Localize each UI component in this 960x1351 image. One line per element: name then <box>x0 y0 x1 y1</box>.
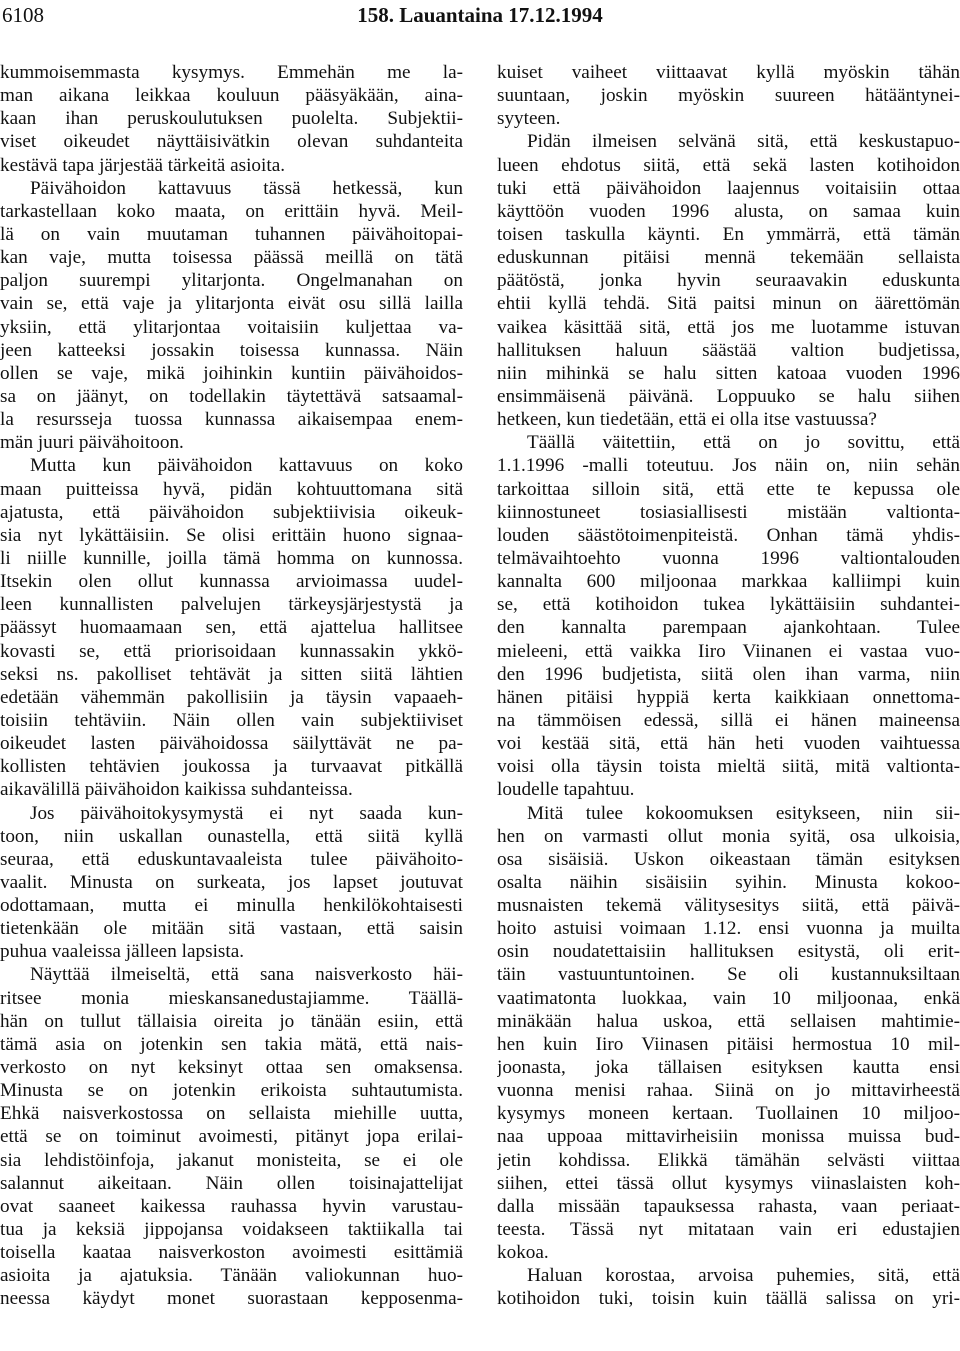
text-line: hän on tullut tällaisia oireita jo tänään esiin, että <box>0 1010 463 1032</box>
text-line: vain se, että vaje ja ylitarjonta eivät osu sillä lailla <box>0 293 463 315</box>
text-line: neessa käydyt monet suorastaan kepposenma- <box>0 1288 463 1310</box>
text-line: tarkoittaa silloin sitä, että ette te kepussa ole <box>497 478 960 500</box>
text-line: aikavälillä päivähoidon kaikissa suhdanteissa. <box>0 779 353 801</box>
text-line: mieleeni, että vaikka Iiro Viinanen ei vastaa vuo- <box>497 640 960 662</box>
text-line: Haluan korostaa, arvoisa puhemies, sitä, että <box>527 1265 960 1287</box>
text-line: osin noudatettaisiin hallituksen esitystä, oli erit- <box>497 941 960 963</box>
text-line: toisiin tehtäviin. Näin ollen vain subjektiiviset <box>0 709 463 731</box>
text-line: naa uppoaa mittavirheisiin monissa muissa bud- <box>497 1126 960 1148</box>
text-line: käyttöön vuoden 1996 alusta, on samaa kuin <box>497 200 960 222</box>
text-columns <box>0 61 960 1351</box>
text-line: vaikea käsittää sitä, että jos me luotamme istuvan <box>497 316 960 338</box>
text-line: niin mihinkä se halu sitten katoaa vuoden 1996 <box>497 362 960 384</box>
page-header <box>0 0 960 36</box>
text-line: joonasta, joka tällaisen esityksen kautta ensi <box>497 1057 960 1079</box>
text-line: suuntaan, joskin myöskin suureen hätääntynei- <box>497 85 960 107</box>
text-line: puhua vaaleissa jälleen lapsista. <box>0 941 245 963</box>
text-line: voisi olla täysin toista mieltä siitä, mitä valtionta- <box>497 756 960 778</box>
text-line: tarkastellaan koko maata, on erittäin hyvä. Meil- <box>0 200 463 222</box>
text-line: man aikana leikkaa kouluun pääsyäkään, aina- <box>0 85 463 107</box>
text-line: paljon suurempi ylitarjonta. Ongelmanahan on <box>0 270 463 292</box>
text-line: män juuri päivähoitoon. <box>0 432 184 454</box>
text-line: na tämmöisen edessä, sillä ei hänen maineensa <box>497 709 960 731</box>
text-line: sia lehdistöinfoja, jakanut monisteita, se ei ole <box>0 1149 463 1171</box>
text-line: leen kunnallisten palvelujen tärkeysjärjestystä ja <box>0 594 463 616</box>
text-line: ollen se vaje, mikä joihinkin kuntiin päivähoidos- <box>0 362 463 384</box>
text-line: lueen ehdotus siitä, että sekä lasten kotihoidon <box>497 154 960 176</box>
text-line: musnaisten tekemä välitysesitys siitä, että päivä- <box>497 895 960 917</box>
text-line: den 1996 budjetista, siitä olen ihan varma, niin <box>497 663 960 685</box>
text-line: tua ja keksiä jippojansa voidakseen taktiikalla tai <box>0 1219 463 1241</box>
text-line: vuonna menisi rahaa. Siinä on jo mittavirheestä <box>497 1080 960 1102</box>
text-line: maan puitteissa hyvä, pidän kohtuuttomana sitä <box>0 478 463 500</box>
text-line: vaatimatonta luokkaa, vain 10 miljoonaa, enkä <box>497 987 960 1009</box>
session-date: 158. Lauantaina 17.12.1994 <box>357 3 603 27</box>
text-line: jetin kohdissa. Elikkä tämähän selvästi viittaa <box>497 1149 960 1171</box>
text-line: osa sisäisiä. Uskon oikeastaan tämän esityksen <box>497 848 960 870</box>
text-line: kotihoidon tuki, toisin kuin täällä salissa on yri- <box>497 1288 960 1310</box>
text-line: hänen pitäisi hyppiä kerta kaikkiaan onnettoma- <box>497 686 960 708</box>
page-number: 6108 <box>2 3 44 27</box>
text-line: 1.1.1996 -malli toteutuu. Jos näin on, niin sehän <box>497 455 960 477</box>
text-line: se, että kotihoidon tukea lykättäisiin suhdantei- <box>497 594 960 616</box>
text-line: oikeudet lasten päivähoidossa säilyttävät ne pa- <box>0 733 463 755</box>
right-column <box>497 61 960 1349</box>
text-line: la resursseja tuossa kunnassa aikaisempaa enem- <box>0 409 463 431</box>
text-line: tietenkään ole mitään sitä vastaan, että saisin <box>0 918 463 940</box>
text-line: yksiin, että ylitarjontaa voitaisiin kuljettaa va- <box>0 316 463 338</box>
text-line: osalta näihin sisäisiin syihin. Minusta kokoo- <box>497 871 960 893</box>
text-line: salannut aikeitaan. Näin ollen toisinajattelijat <box>0 1172 463 1194</box>
text-line: kollisten tehtävien joukossa ja turvaavat pitkällä <box>0 756 463 778</box>
text-line: kannalta 600 miljoonaa markkaa kalliimpi kuin <box>497 571 960 593</box>
text-line: Itsekin olen ollut kunnassa arvioimassa uudel- <box>0 571 463 593</box>
text-line: Ehkä naisverkostossa on sellaista miehille uutta, <box>0 1103 463 1125</box>
text-line: tämä asia on jotenkin sen takia mätä, että nais- <box>0 1033 463 1055</box>
text-line: loudelle tapahtuu. <box>497 779 635 801</box>
text-line: Näyttää ilmeiseltä, että sana naisverkosto häi- <box>30 964 463 986</box>
text-line: kokoa. <box>497 1242 549 1264</box>
text-line: päätöstä, jonka hyvin seuraavakin eduskunta <box>497 270 960 292</box>
text-line: dalla missään tapauksessa rahasta, vaan periaat- <box>497 1195 960 1217</box>
text-line: odottamaan, mutta ei minulla henkilökohtaisesti <box>0 895 463 917</box>
text-line: Täällä väitettiin, että on jo sovittu, että <box>527 432 960 454</box>
text-line: siihen, ettei tässä ollut kysymys viinaslaisten koh- <box>497 1172 960 1194</box>
text-line: eduskunnan pitäisi mennä tekemään sellaista <box>497 247 960 269</box>
text-line: kestävä tapa järjestää tärkeitä asioita. <box>0 154 286 176</box>
text-line: vaalit. Minusta on surkeata, jos lapset joutuvat <box>0 871 463 893</box>
text-line: ensimmäisenä päivänä. Loppuuko se halu siihen <box>497 385 960 407</box>
text-line: minäkään halua uskoa, että sellaisen mahtimie- <box>497 1010 960 1032</box>
text-line: kummoisemmasta kysymys. Emmehän me la- <box>0 62 463 83</box>
text-line: verkosto on nyt keksinyt ottaa sen omaksensa. <box>0 1057 463 1079</box>
text-line: Pidän ilmeisen selvänä sitä, että keskustapuo- <box>527 131 960 153</box>
text-line: kovasti se, että priorisoidaan kunnassakin ykkö- <box>0 640 463 662</box>
text-line: viset oikeudet näyttäisivätkin olevan suhdanteita <box>0 131 463 153</box>
text-line: sa on jäänyt, on todellakin täytettävä satsaamal- <box>0 385 463 407</box>
text-line: Minusta se on jotenkin erikoista suhtautumista. <box>0 1080 463 1102</box>
text-line: asioita ja ajatuksia. Tänään valiokunnan huo- <box>0 1265 463 1287</box>
text-line: telmävaihtoehto vuonna 1996 valtiontalouden <box>497 547 960 569</box>
text-line: hen on varmasti ollut monia syitä, osa ulkoisia, <box>497 825 960 847</box>
text-line: hallituksen haluun säästää valtion budjetissa, <box>497 339 960 361</box>
text-line: kan vaje, mutta toisessa päässä meillä on tätä <box>0 247 463 269</box>
text-line: kysymys moneen kertaan. Tuollainen 10 miljoo- <box>497 1103 960 1125</box>
text-line: seksi ns. pakolliset tehtävät ja sitten siitä lähtien <box>0 663 463 685</box>
text-line: ritsee monia mieskansanedustajiamme. Täällä- <box>0 987 463 1009</box>
text-line: Mutta kun päivähoidon kattavuus on koko <box>30 455 463 477</box>
text-line: Mitä tulee kokoomuksen esitykseen, niin sii- <box>527 802 960 824</box>
text-line: toisella kaataa naisverkoston avoimesti esittämiä <box>0 1242 463 1264</box>
text-line: hetkeen, kun tiedetään, että ei olla itse vastuussa? <box>497 409 877 431</box>
text-line: sia nyt lykättäisiin. Se olisi erittäin huono signaa- <box>0 524 463 546</box>
text-line: toisen taskulla käynti. En ymmärrä, että tämän <box>497 223 960 245</box>
text-line: li niille kunnille, joilla tämä homma on kunnossa. <box>0 547 463 569</box>
text-line: päässyt huomaamaan sen, että ajattelua hallitsee <box>0 617 463 639</box>
left-column <box>0 61 463 1349</box>
text-line: että se on toiminut avoimesti, pitänyt jopa erilai- <box>0 1126 463 1148</box>
text-line: seuraa, että eduskuntavaaleista tulee päivähoito- <box>0 848 463 870</box>
text-line: ehtii kyllä tehdä. Sitä paitsi minun on äärettömän <box>497 293 960 315</box>
text-line: den kannalta parempaan ajankohtaan. Tulee <box>497 617 960 639</box>
text-line: louden säästötoimenpiteistä. Onhan tämä yhdis- <box>497 524 960 546</box>
text-line: toon, niin uskallan ounastella, että siitä kyllä <box>0 825 463 847</box>
text-line: syyteen. <box>497 108 561 130</box>
text-line: kaan ihan peruskoulutuksen puolelta. Subjektii- <box>0 108 463 130</box>
text-line: lä on vain muutaman tuhannen päivähoitopai- <box>0 223 463 245</box>
text-line: jeen katteeksi jossakin toisessa kunnassa. Näin <box>0 339 463 361</box>
text-line: ovat saaneet kaikessa rauhassa hyvin varustau- <box>0 1195 463 1217</box>
text-line: hen kuin Iiro Viinasen pitäisi hermostua 10 mil- <box>497 1033 960 1055</box>
text-line: ajatusta, että päivähoidon subjektiivisia oikeuk- <box>0 501 463 523</box>
text-line: voi kestää sitä, että hän heti vuoden vaihtuessa <box>497 733 960 755</box>
text-line: kuiset vaiheet viittaavat kyllä myöskin tähän <box>497 62 960 83</box>
text-line: edetään vähemmän pakollisiin ja täysin vapaaeh- <box>0 686 463 708</box>
text-line: tuki että päivähoidon laajennus voitaisiin ottaa <box>497 177 960 199</box>
text-line: Jos päivähoitokysymystä ei nyt saada kun- <box>30 802 463 824</box>
text-line: kiinnostuneet tosiasiallisesti mistään valtionta- <box>497 501 960 523</box>
text-line: teesta. Tässä nyt mitataan vain eri edustajien <box>497 1219 960 1241</box>
text-line: Päivähoidon kattavuus tässä hetkessä, kun <box>30 177 463 199</box>
text-line: hoito astuisi voimaan 1.12. ensi vuonna ja muilta <box>497 918 960 940</box>
text-line: täin vastuuntuntoinen. Se oli kustannuksiltaan <box>497 964 960 986</box>
